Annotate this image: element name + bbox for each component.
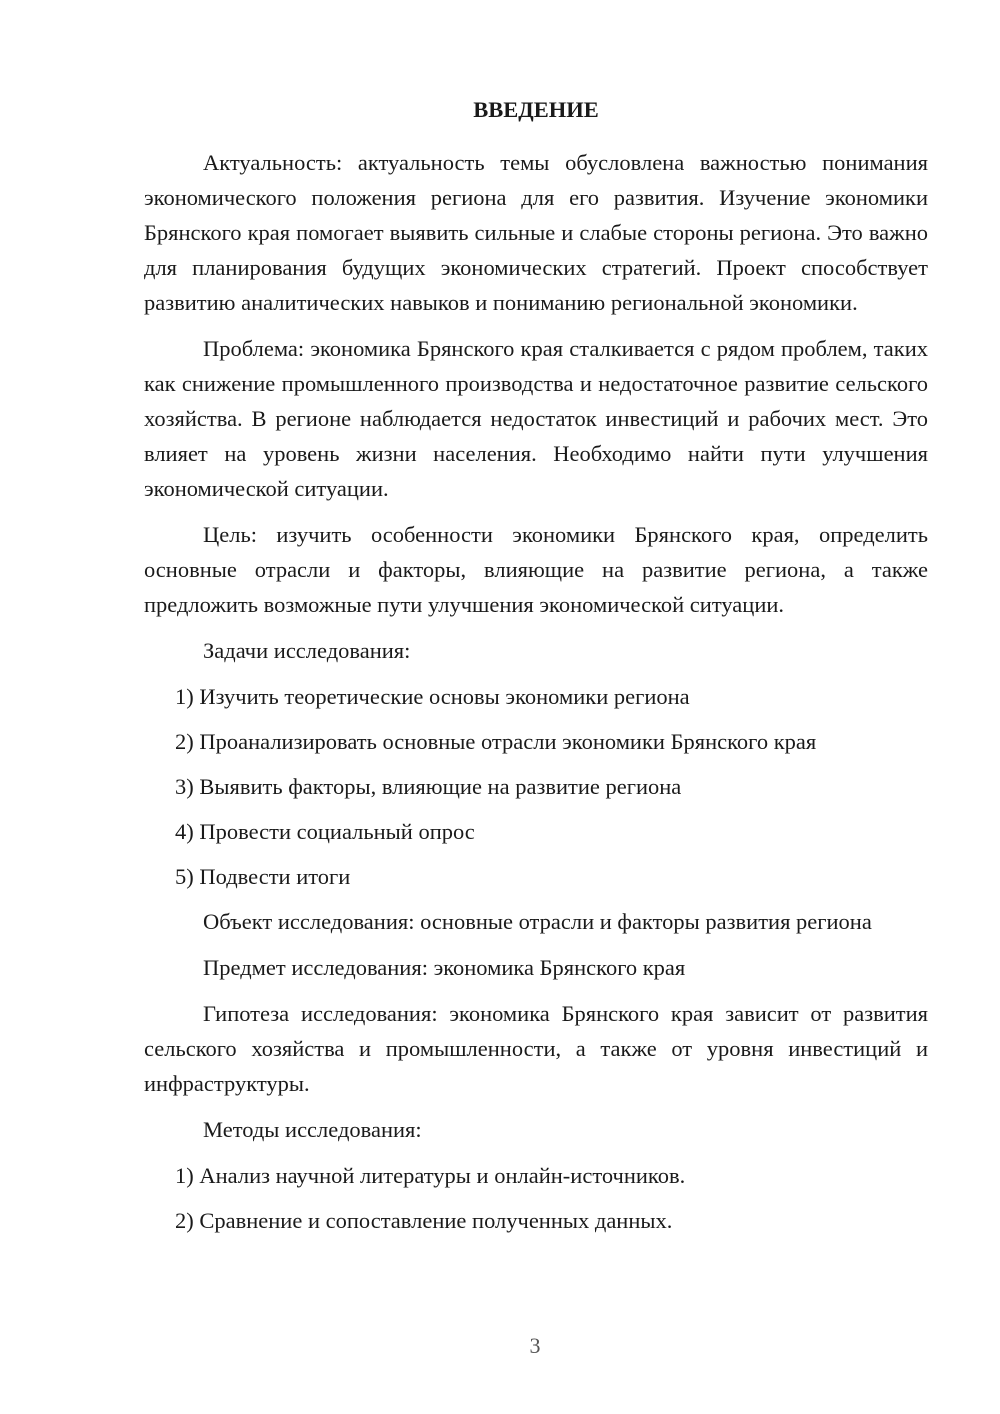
method-item-1: 1) Анализ научной литературы и онлайн-источников.: [175, 1163, 686, 1188]
problem-paragraph: Проблема: экономика Брянского края сталкивается с рядом проблем, таких как снижение промышленного производства и недостаточное развитие сельского хозяйства. В регионе наблюдается недостаток инвестиций и рабочих мест. Это влияет на уровень жизни населения. Необходимо найти пути улучшения экономической ситуации.: [144, 336, 928, 501]
object-paragraph: Объект исследования: основные отрасли и факторы развития региона: [203, 909, 872, 934]
task-item-5: 5) Подвести итоги: [175, 864, 351, 889]
section-title: ВВЕДЕНИЕ: [473, 97, 599, 122]
task-item-3: 3) Выявить факторы, влияющие на развитие региона: [175, 774, 682, 799]
method-item-2: 2) Сравнение и сопоставление полученных данных.: [175, 1208, 673, 1233]
subject-paragraph: Предмет исследования: экономика Брянского края: [203, 955, 686, 980]
relevance-paragraph: Актуальность: актуальность темы обусловлена важностью понимания экономического положения региона для его развития. Изучение экономики Брянского края помогает выявить сильные и слабые стороны региона. Это важно для планирования будущих экономических стратегий. Проект способствует развитию аналитических навыков и пониманию региональной экономики.: [144, 150, 928, 315]
goal-paragraph: Цель: изучить особенности экономики Брянского края, определить основные отрасли и факторы, влияющие на развитие региона, а также предложить возможные пути улучшения экономической ситуации.: [144, 522, 928, 617]
document-page: [144, 92, 928, 1248]
task-item-2: 2) Проанализировать основные отрасли экономики Брянского края: [175, 729, 817, 754]
methods-heading: Методы исследования:: [203, 1117, 422, 1142]
hypothesis-paragraph: Гипотеза исследования: экономика Брянского края зависит от развития сельского хозяйства и промышленности, а также от уровня инвестиций и инфраструктуры.: [144, 1001, 928, 1096]
tasks-heading: Задачи исследования:: [203, 638, 411, 663]
task-item-1: 1) Изучить теоретические основы экономики региона: [175, 684, 690, 709]
task-item-4: 4) Провести социальный опрос: [175, 819, 475, 844]
page-number: 3: [529, 1333, 541, 1358]
